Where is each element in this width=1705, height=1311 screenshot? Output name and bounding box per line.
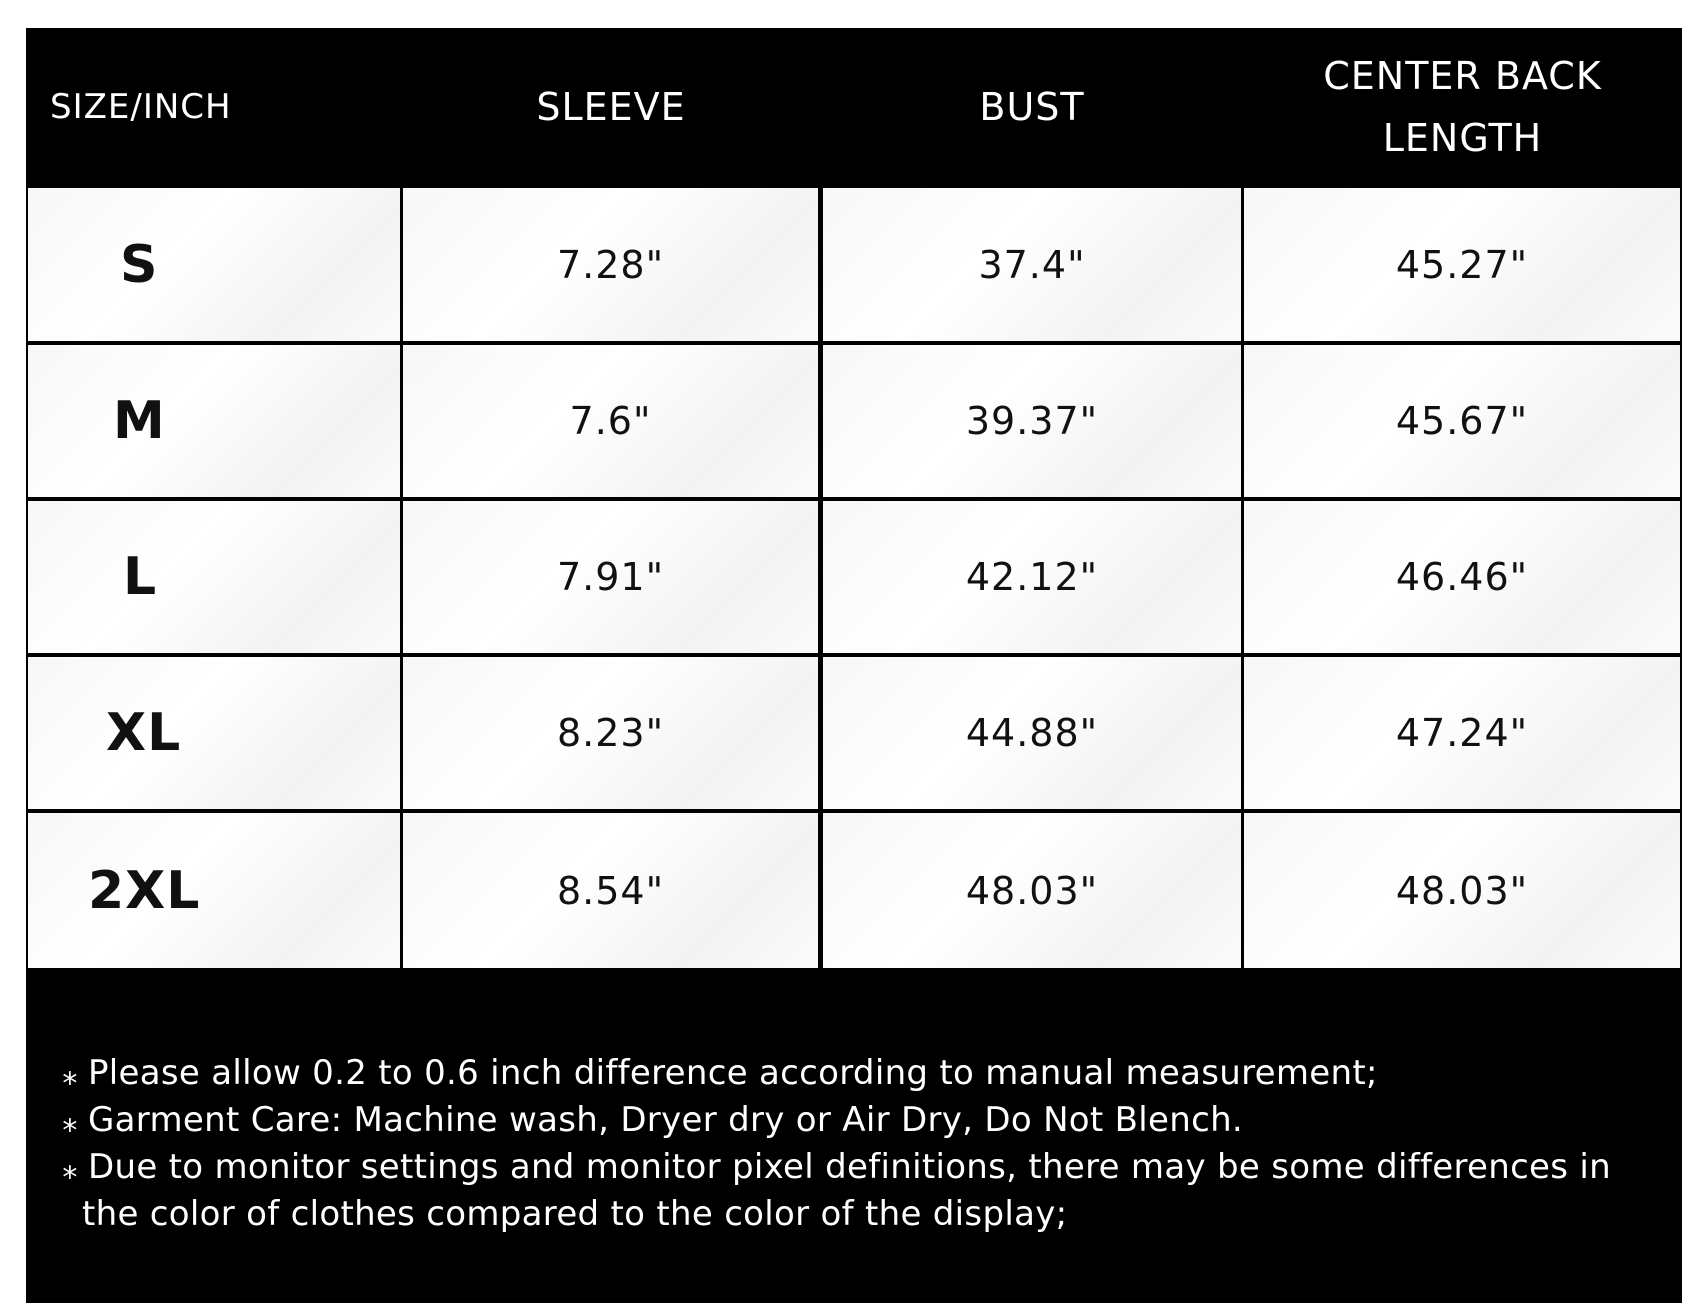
center-back-length-cell: 46.46" — [1244, 501, 1680, 653]
sleeve-cell: 7.28" — [403, 188, 818, 341]
header-bust: BUST — [979, 85, 1085, 129]
bust-cell: 42.12" — [823, 501, 1241, 653]
asterisk-icon: ⁎ — [62, 1057, 78, 1092]
bust-cell: 44.88" — [823, 657, 1241, 809]
note-continuation: the color of clothes compared to the color of the display; — [82, 1194, 1068, 1234]
size-cell: M — [28, 345, 400, 497]
notes-section — [26, 970, 1682, 1303]
note-item — [56, 1097, 1243, 1145]
size-cell: XL — [28, 657, 400, 809]
header-center-back-length: CENTER BACK LENGTH — [1323, 54, 1602, 160]
asterisk-icon: ⁎ — [62, 1151, 78, 1186]
bust-cell: 48.03" — [823, 813, 1241, 968]
note-text: Please allow 0.2 to 0.6 inch difference according to manual measurement; — [88, 1053, 1378, 1093]
size-cell: S — [28, 188, 400, 341]
center-back-length-cell: 48.03" — [1244, 813, 1680, 968]
note-text: Garment Care: Machine wash, Dryer dry or Air Dry, Do Not Blench. — [88, 1100, 1244, 1140]
center-back-length-cell: 45.67" — [1244, 345, 1680, 497]
sleeve-cell: 7.6" — [403, 345, 818, 497]
note-item — [56, 1144, 1611, 1192]
sleeve-cell: 8.23" — [403, 657, 818, 809]
note-text: Due to monitor settings and monitor pixel definitions, there may be some differences in — [88, 1147, 1611, 1187]
size-cell: 2XL — [28, 813, 400, 968]
center-back-length-cell: 47.24" — [1244, 657, 1680, 809]
bust-cell: 39.37" — [823, 345, 1241, 497]
asterisk-icon: ⁎ — [62, 1104, 78, 1139]
size-cell: L — [28, 501, 400, 653]
sleeve-cell: 8.54" — [403, 813, 818, 968]
sleeve-cell: 7.91" — [403, 501, 818, 653]
center-back-length-cell: 45.27" — [1244, 188, 1680, 341]
size-table-body — [26, 186, 1682, 970]
table-header — [26, 28, 1682, 186]
note-item — [56, 1050, 1378, 1098]
header-size-inch: SIZE/INCH — [50, 87, 232, 127]
header-sleeve: SLEEVE — [536, 85, 686, 129]
size-chart — [26, 28, 1682, 1303]
bust-cell: 37.4" — [823, 188, 1241, 341]
